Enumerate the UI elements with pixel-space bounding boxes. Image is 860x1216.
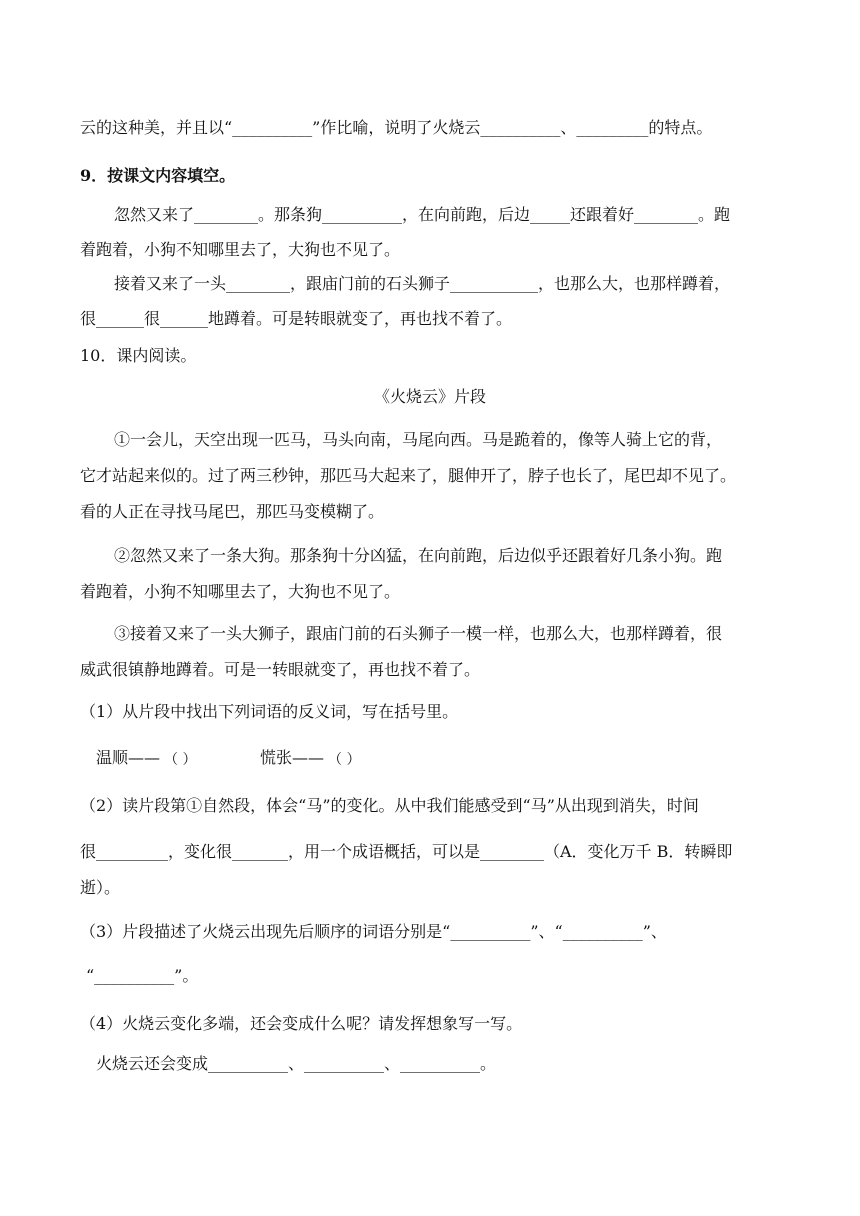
subq1-answer-bracket-1: （ ）: [164, 752, 197, 768]
subq1-word-1: 温顺——: [96, 748, 161, 767]
subq4-answer-line: 火烧云还会变成__________、__________、__________。: [96, 1054, 497, 1073]
q9-fill-line-4: 很______很______地蹲着。可是转眼就变了，再也找不着了。: [80, 309, 513, 328]
subq4-prompt: （4）火烧云变化多端，还会变成什么呢？请发挥想象写一写。: [80, 1014, 523, 1033]
subq3-line1: （3）片段描述了火烧云出现先后顺序的词语分别是“__________”、“__________”、: [80, 922, 667, 941]
q9-fill-line-1: 忽然又来了________。那条狗__________，在向前跑，后边_____还跟着好________。跑: [114, 205, 731, 224]
q8-text-continuation: 云的这种美，并且以“__________”作比喻，说明了火烧云__________、_________的特点。: [80, 118, 713, 137]
q10-heading: 10．课内阅读。: [80, 346, 197, 365]
subq2-line1: （2）读片段第①自然段，体会“马”的变化。从中我们能感受到“马”从出现到消失，时间: [80, 796, 699, 815]
subq2-line3: 逝）。: [80, 878, 121, 897]
passage-para1-line3: 看的人正在寻找马尾巴，那匹马变模糊了。: [80, 502, 385, 521]
subq1-answer-bracket-2: （ ）: [328, 752, 361, 768]
passage-para1-line1: ①一会儿，天空出现一匹马，马头向南，马尾向西。马是跪着的，像等人骑上它的背，: [114, 430, 723, 449]
subq1-prompt: （1）从片段中找出下列词语的反义词，写在括号里。: [80, 702, 459, 721]
subq2-line2: 很_________，变化很_______，用一个成语概括，可以是________（A．变化万千 B．转瞬即: [80, 842, 733, 861]
passage-title: 《火烧云》片段: [373, 387, 486, 406]
passage-para1-line2: 它才站起来似的。过了两三秒钟，那匹马大起来了，腿伸开了，脖子也长了，尾巴却不见了。: [80, 466, 737, 485]
passage-para2-line1: ②忽然又来了一条大狗。那条狗十分凶猛，在向前跑，后边似乎还跟着好几条小狗。跑: [114, 546, 723, 565]
subq1-word-2: 慌张——: [260, 748, 325, 767]
q9-heading: 9．按课文内容填空。: [80, 166, 236, 185]
passage-para2-line2: 着跑着，小狗不知哪里去了，大狗也不见了。: [80, 582, 401, 601]
q9-fill-line-2: 着跑着，小狗不知哪里去了，大狗也不见了。: [80, 240, 401, 259]
passage-para3-line2: 威武很镇静地蹲着。可是一转眼就变了，再也找不着了。: [80, 660, 481, 679]
subq3-line2: “__________”。: [86, 966, 199, 985]
q9-fill-line-3: 接着又来了一头________，跟庙门前的石头狮子___________，也那么大，也那样蹲着，: [114, 274, 731, 293]
passage-para3-line1: ③接着又来了一头大狮子，跟庙门前的石头狮子一模一样，也那么大，也那样蹲着，很: [114, 624, 723, 643]
